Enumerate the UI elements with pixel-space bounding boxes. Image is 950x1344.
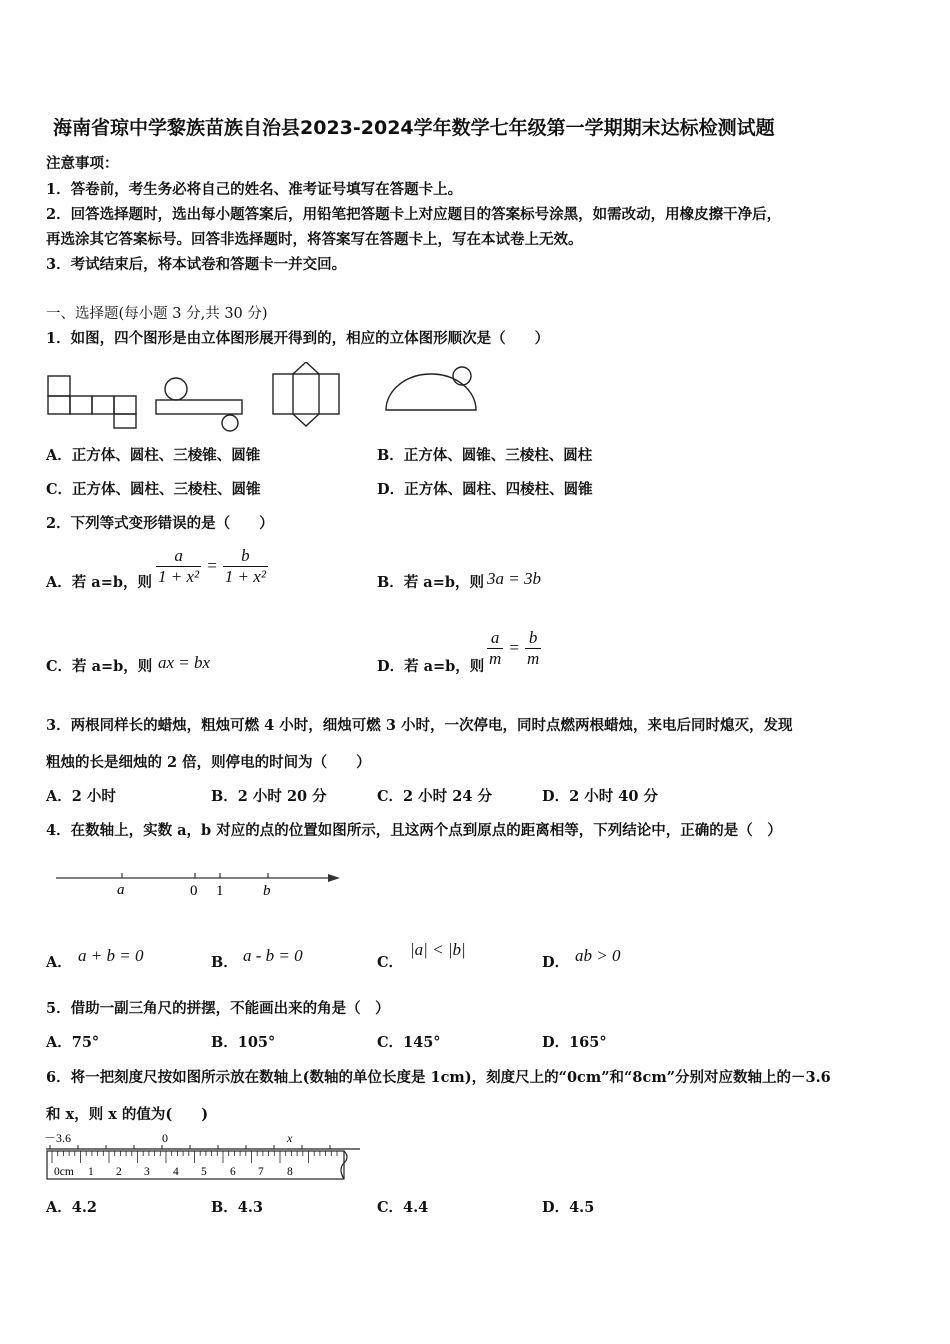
q2-option-c-math: ax = bx bbox=[158, 653, 211, 672]
q2-option-d-math bbox=[487, 628, 541, 669]
fraction-numerator: a bbox=[174, 546, 183, 565]
fraction-numerator: b bbox=[528, 628, 538, 647]
axis-label-x: x bbox=[287, 1131, 293, 1145]
fraction-denominator: m bbox=[489, 649, 502, 668]
q1-option-c: C．正方体、圆柱、三棱柱、圆锥 bbox=[46, 481, 261, 498]
notice-item: 再选涂其它答案标号。回答非选择题时，将答案写在答题卡上，写在本试卷上无效。 bbox=[46, 231, 583, 248]
q3-option-b: B．2 小时 20 分 bbox=[211, 788, 327, 805]
q1-nets-figure bbox=[44, 362, 484, 434]
ruler-label: 2 bbox=[116, 1166, 122, 1178]
fraction-denominator: 1 + x² bbox=[224, 567, 266, 586]
equals-sign: = bbox=[508, 638, 520, 657]
q3-option-c: C．2 小时 24 分 bbox=[377, 788, 492, 805]
page-title: 海南省琼中学黎族苗族自治县2023-2024学年数学七年级第一学期期末达标检测试题 bbox=[53, 117, 775, 139]
q6-stem-line2: 和 x，则 x 的值为( ) bbox=[46, 1106, 209, 1123]
q4-option-c-letter: C． bbox=[377, 954, 404, 971]
axis-label-0: 0 bbox=[162, 1131, 168, 1145]
ruler-ticks bbox=[52, 1151, 337, 1163]
q1-option-a: A．正方体、圆柱、三棱锥、圆锥 bbox=[46, 447, 261, 464]
q2-stem: 2．下列等式变形错误的是（ ） bbox=[46, 515, 274, 532]
equals-sign: = bbox=[206, 556, 218, 575]
q2-option-a-prefix: A．若 a=b，则 bbox=[46, 574, 152, 591]
ruler-label: 4 bbox=[173, 1166, 179, 1178]
notice-heading: 注意事项： bbox=[46, 155, 119, 172]
cube-net-figure bbox=[48, 376, 136, 428]
q4-option-d-letter: D． bbox=[542, 954, 570, 971]
cone-net-figure bbox=[386, 367, 476, 410]
q4-stem: 4．在数轴上，实数 a，b 对应的点的位置如图所示，且这两个点到原点的距离相等，下列结论中，正确的是（ ） bbox=[46, 822, 782, 839]
ruler-label: 8 bbox=[287, 1166, 293, 1178]
notice-item: 1．答卷前，考生务必将自己的姓名、准考证号填写在答题卡上。 bbox=[46, 181, 463, 198]
fraction-numerator: a bbox=[490, 628, 500, 647]
cylinder-net-figure bbox=[156, 378, 242, 431]
fraction-denominator: 1 + x² bbox=[158, 567, 200, 586]
ruler-label: 0cm bbox=[54, 1166, 74, 1178]
ruler-label: 6 bbox=[230, 1166, 236, 1178]
q5-option-b: B．105° bbox=[211, 1034, 276, 1051]
fraction-numerator: b bbox=[241, 546, 250, 565]
q3-stem-line2: 粗烛的长是细烛的 2 倍，则停电的时间为（ ） bbox=[46, 754, 371, 771]
q2-option-c-prefix: C．若 a=b，则 bbox=[46, 658, 153, 675]
ruler-label: 5 bbox=[201, 1166, 207, 1178]
q3-option-a: A．2 小时 bbox=[46, 788, 116, 805]
q4-number-line bbox=[50, 862, 350, 904]
q4-option-c-math: |a| < |b| bbox=[410, 940, 466, 959]
axis-label-minus-3-6: －3.6 bbox=[44, 1131, 72, 1145]
q1-stem: 1．如图，四个图形是由立体图形展开得到的，相应的立体图形顺次是（ ） bbox=[46, 330, 550, 347]
axis-label-a: a bbox=[117, 882, 125, 898]
q6-option-a: A．4.2 bbox=[46, 1199, 97, 1216]
q1-option-b: B．正方体、圆锥、三棱柱、圆柱 bbox=[377, 447, 593, 464]
fraction-denominator: m bbox=[526, 649, 540, 668]
q6-option-d: D．4.5 bbox=[542, 1199, 595, 1216]
q6-ruler-figure bbox=[44, 1130, 366, 1184]
q5-stem: 5．借助一副三角尺的拼摆，不能画出来的角是（ ） bbox=[46, 1000, 390, 1017]
ruler-label: 3 bbox=[144, 1166, 150, 1178]
q2-option-b-math: 3a = 3b bbox=[487, 569, 541, 588]
ruler-label: 1 bbox=[88, 1166, 94, 1178]
q4-option-d-math: ab > 0 bbox=[575, 946, 621, 965]
notice-item: 2．回答选择题时，选出每小题答案后，用铅笔把答题卡上对应题目的答案标号涂黑，如需改动，用橡皮擦干净后， bbox=[46, 206, 782, 223]
q1-option-d: D．正方体、圆柱、四棱柱、圆锥 bbox=[377, 481, 593, 498]
q6-option-b: B．4.3 bbox=[211, 1199, 263, 1216]
q4-option-b-math: a - b = 0 bbox=[243, 946, 303, 965]
q4-option-a-letter: A． bbox=[46, 954, 72, 971]
ruler-label: 7 bbox=[258, 1166, 264, 1178]
q2-option-d-prefix: D．若 a=b，则 bbox=[377, 658, 485, 675]
q5-option-d: D．165° bbox=[542, 1034, 607, 1051]
prism-net-figure bbox=[273, 362, 339, 426]
q3-stem-line1: 3．两根同样长的蜡烛，粗烛可燃 4 小时，细烛可燃 3 小时，一次停电，同时点燃两根蜡烛，来电后同时熄灭，发现 bbox=[46, 717, 793, 734]
notice-item: 3．考试结束后，将本试卷和答题卡一并交回。 bbox=[46, 256, 347, 273]
q5-option-a: A．75° bbox=[46, 1034, 100, 1051]
q3-option-d: D．2 小时 40 分 bbox=[542, 788, 658, 805]
q2-option-b-prefix: B．若 a=b，则 bbox=[377, 574, 484, 591]
q5-option-c: C．145° bbox=[377, 1034, 441, 1051]
axis-label-1: 1 bbox=[216, 883, 224, 899]
q4-option-a-math: a + b = 0 bbox=[78, 946, 144, 965]
axis-label-0: 0 bbox=[190, 883, 198, 899]
q6-option-c: C．4.4 bbox=[377, 1199, 429, 1216]
axis-label-b: b bbox=[263, 883, 271, 899]
section-heading: 一、选择题(每小题 3 分,共 30 分) bbox=[46, 306, 268, 322]
q6-stem-line1: 6．将一把刻度尺按如图所示放在数轴上(数轴的单位长度是 1cm)，刻度尺上的“0cm”和“8cm”分别对应数轴上的－3.6 bbox=[46, 1069, 831, 1086]
q2-option-a-math bbox=[156, 546, 268, 587]
q4-option-b-letter: B． bbox=[211, 954, 238, 971]
